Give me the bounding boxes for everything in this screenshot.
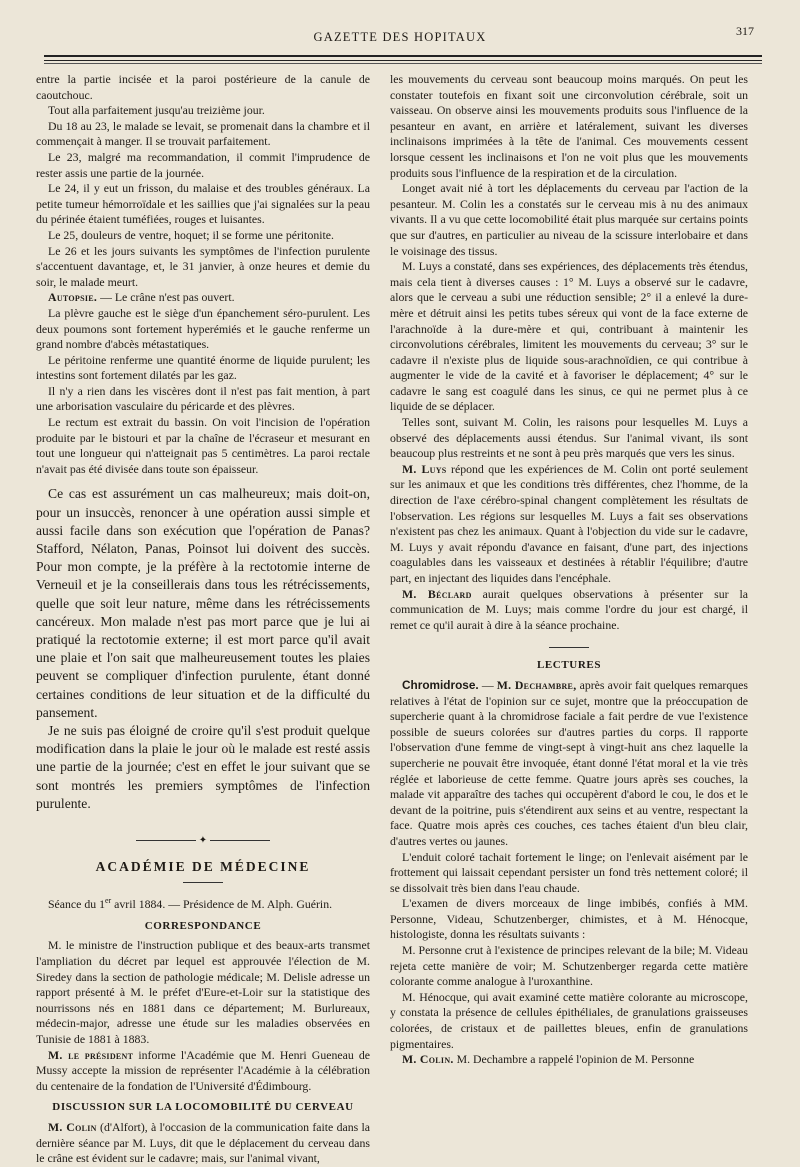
section-divider: ✦ xyxy=(36,833,370,849)
paragraph: Le péritoine renferme une quantité énorme de liquide purulent; les intestins sont fortement dilatés par les gaz. xyxy=(36,352,370,383)
academy-heading: ACADÉMIE DE MÉDECINE xyxy=(95,858,311,874)
paragraph: entre la partie incisée et la paroi postérieure de la canule de caoutchouc. xyxy=(36,72,370,102)
paragraph: Le rectum est extrait du bassin. On voit l'incision de l'opération produite par le bistouri et par la chaîne de l'écraseur et mesurant en tout une longueur qui n'atteignait pas 5 centimètres. La paroi rectale n'avait pas été divisée dans toute son épaisseur. xyxy=(36,415,370,476)
session-text: avril 1884. — Présidence de M. Alph. Guérin. xyxy=(111,897,333,912)
speaker-label: M. Colin. xyxy=(402,1052,454,1067)
paragraph: Le 23, malgré ma recommandation, il commit l'imprudence de rester assis une partie de la journée. xyxy=(36,149,370,180)
speaker-label: M. Colin xyxy=(48,1119,97,1134)
discussion-heading: DISCUSSION SUR LA LOCOMOBILITÉ DU CERVEAU xyxy=(52,1101,354,1114)
paragraph: Telles sont, suivant M. Colin, les raisons pour lesquelles M. Luys a observé des déplacements aussi étendus. Sur l'animal vivant, ils sont beaucoup plus restreints et ne sont à peu près marqués que vers les sinus. xyxy=(390,415,748,461)
right-column xyxy=(390,72,748,1068)
paragraph-text: aurait quelques observations à présenter sur la communication de M. Luys; mais comme l'ordre du jour est chargé, il remet ce qu'il aurait à dire à la séance prochaine. xyxy=(390,586,748,632)
lectures-heading: LECTURES xyxy=(536,659,602,672)
article-title: Chromidrose. xyxy=(402,677,479,692)
speaker-label: M. le président xyxy=(48,1047,134,1062)
paragraph xyxy=(36,1048,370,1095)
paragraph: Chromidrose. — M. Dechambre, après avoir fait quelques remarques relatives à l'état de l'opinion sur ce sujet, montre que la préoccupation de supercherie quant à la chromidrose faciale a fait perdre de vue l'existence possible de sueurs colorées sur d'autres parties du corps. Il rapporte l'observation d'une femme de vingt-sept à vingt-huit ans chez laquelle la supercherie ne pouvait être invoquée, étant donné l'état moral et la vie très réglée et laborieuse de cette femme. Quatre jours après ses couches, la malade vit apparaître des taches qui occupèrent d'abord le cou, le dos et le devant de la poitrine, puis s'étendirent aux seins et au ventre, respectant la face. Quatre mois après ces couches, ces taches étaient d'un bleu clair, d'autres vertes ou jaunes. xyxy=(390,677,748,848)
left-column xyxy=(36,72,370,1167)
paragraph: Le 26 et les jours suivants les symptômes de l'infection purulente s'accentuent davantage, et, le 31 janvier, à onze heures et demie du soir, le malade meurt. xyxy=(36,243,370,289)
paragraph xyxy=(390,1052,748,1068)
paragraph: Du 18 au 23, le malade se levait, se promenait dans la chambre et il commençait à manger. Il se trouvait parfaitement. xyxy=(36,118,370,149)
session-superscript: er xyxy=(105,896,112,906)
running-title: GAZETTE DES HOPITAUX xyxy=(313,30,487,44)
paragraph: L'examen de divers morceaux de linge imbibés, confiés à MM. Personne, Videau, Schutzenberger, chimistes, et à M. Hénocque, histologiste, donna les résultats suivants : xyxy=(390,896,748,942)
header-rule xyxy=(44,55,762,61)
paragraph xyxy=(390,587,748,634)
paragraph-text: (d'Alfort), à l'occasion de la communication faite dans la dernière séance par M. Luys, dit que le déplacement du cerveau dans le crâne est évident sur le cadavre; mais, sur l'animal vivant, xyxy=(36,1119,370,1166)
paragraph: Tout alla parfaitement jusqu'au treizième jour. xyxy=(48,103,265,118)
paragraph-text: — Le crâne n'est pas ouvert. xyxy=(97,290,235,305)
correspondance-heading: CORRESPONDANCE xyxy=(144,919,262,932)
paragraph xyxy=(390,462,748,587)
paragraph: Le 25, douleurs de ventre, hoquet; il se forme une péritonite. xyxy=(48,227,334,242)
autopsy-label: Autopsie. xyxy=(48,290,98,305)
paragraph-text: après avoir fait quelques remarques relatives à l'état de l'opinion sur ce sujet, montre que la préoccupation de supercherie quant à la chromidrose faciale a fait perdre de vue l'existence possible de sueurs colorées sur d'autres parties du corps. Il rapporte l'observation d'une femme de vingt-sept à vingt-huit ans chez laquelle la supercherie ne pouvait être invoquée, étant donné l'état moral et la vie très réglée et laborieuse de cette femme. Quatre jours après ses couches, la malade vit apparaître des taches qui occupèrent d'abord le cou, le dos et le devant de la poitrine, puis s'étendirent aux seins et au ventre, respectant la face. Quatre mois après ces couches, ces taches étaient d'un bleu clair, d'autres vertes ou jaunes. xyxy=(390,677,748,848)
paragraph: M. Luys a constaté, dans ses expériences, des déplacements très étendus, mais cela tient à diverses causes : 1° M. Luys a observé sur le cadavre, alors que le cerveau a subi une réduction sensible; 2° il a enlevé la dure-mère et détruit ainsi les petits tubes séreux qui vont de la face externe de l'arachnoïde à la dure-mère et qui, contribuant à maintenir les circonvolutions cérébrales, limitent les mouvements du cerveau; 3° sur le cadavre il n'existe plus de liquide sous-arachnoïdien, ce qui contribue à augmenter le vide de la cavité et à favoriser le déplacement; 4° sur le cadavre le sang est coagulé dans les sinus, ce qui ne permet plus à ce liquide de se déplacer. xyxy=(390,259,748,414)
paragraph: les mouvements du cerveau sont beaucoup moins marqués. On peut les constater toutefois en fixant soit une circonvolution cérébrale, soit un vaisseau. On observe ainsi les mouvements produits sous l'influence de la pesanteur en avant, en arrière et latéralement, suivant les diverses inclinaisons imprimées à la tête de l'animal. Ces mouvements cessent lorsque cessent les inclinaisons et l'on ne voit plus que les mouvements produits sous l'influence de la respiration et de la circulation. xyxy=(390,72,748,180)
paragraph: Il n'y a rien dans les viscères dont il n'est pas fait mention, à part une arborisation vasculaire du péricarde et des plèvres. xyxy=(36,383,370,414)
paragraph xyxy=(36,1120,370,1167)
header-rule-thin xyxy=(44,63,762,64)
speaker-label: M. Luys xyxy=(402,461,447,476)
session-line xyxy=(36,893,370,913)
paragraph-text: M. Dechambre a rappelé l'opinion de M. Personne xyxy=(453,1052,695,1067)
session-text: Séance du 1 xyxy=(48,897,105,912)
short-divider xyxy=(549,647,589,648)
speaker-label: M. Béclard xyxy=(402,586,472,601)
paragraph: Le 24, il y eut un frisson, du malaise et des troubles généraux. La petite tumeur hémorroïdale et les saillies que j'ai signalées sur la peau du périnée étaient tuméfiées, rouges et luisantes. xyxy=(36,181,370,227)
paragraph: L'enduit coloré tachait fortement le linge; on l'enlevait aisément par le frottement qui laissait cependant persister un fond très nettement coloré; il se dissolvait très bien dans l'eau chaude. xyxy=(390,849,748,895)
paragraph: M. le ministre de l'instruction publique et des beaux-arts transmet l'ampliation du décret par lequel est approuvée l'élection de M. Siredey dans la section de pathologie médicale; M. Delisle adresse un rapport présenté à M. le préfet d'Eure-et-Loir sur la statistique des nourrissons nés en 1881 dans ce département; M. Burlureaux, médecin-major, adresse une étude sur les maladies observées en Tunisie de 1881 à 1883. xyxy=(36,938,370,1046)
paragraph: Longet avait nié à tort les déplacements du cerveau par l'action de la pesanteur. M. Colin les a constatés sur le cerveau mis à nu des animaux vivants. Il a vu que cette locomobilité était plus marquée sur certains points que sur d'autres, en particulier au niveau de la scissure interlobaire et dans le voisinage des tissus. xyxy=(390,181,748,258)
speaker-label: M. Dechambre, xyxy=(496,677,577,692)
paragraph: M. Personne crut à l'existence de principes relevant de la bile; M. Videau rejeta cette manière de voir; M. Schutzenberger regarda cette matière colorante comme analogue à l'uroxanthine. xyxy=(390,943,748,989)
page-number: 317 xyxy=(736,24,754,38)
paragraph: La plèvre gauche est le siège d'un épanchement séro-purulent. Les deux poumons sont fortement hyperémiés et le gauche renferme un grand nombre d'abcès métastatiques. xyxy=(36,305,370,352)
commentary-paragraph: Je ne suis pas éloigné de croire qu'il s'est produit quelque modification dans la plaie le jour où le malade est resté assis une partie de la journée; c'est en effet le jour suivant que se sont montrés les premiers symptômes de l'infection purulente. xyxy=(36,723,370,811)
paragraph-text: répond que les expériences de M. Colin ont porté seulement sur les animaux et que les conditions très différentes, chez l'homme, de la direction de l'axe cérébro-spinal changent complètement les résultats de l'observation. Les régions sur lesquelles M. Luys a fait ses observations n'existent pas chez les animaux. Quant à l'objection du vide sur le cadavre, M. Luys y avait répondu d'avance en faisant, d'une part, des injections coagulables dans les vaisseaux et destinées à rétablir l'équilibre; d'autre part, en injectant des liquides dans l'encéphale. xyxy=(390,461,748,585)
commentary-paragraph: Ce cas est assurément un cas malheureux; mais doit-on, pour un insuccès, renoncer à une opération aussi simple et aussi facile dans son exécution que l'opération de Panas? Stafford, Nélaton, Panas, Poinsot lui doivent des succès. Pour mon compte, je la préfère à la rectotomie interne de Verneuil et je la conseillerais dans tous les rétrécissements, quelle que soit leur nature, même dans les rétrécissements cancéreux. Mon malade n'est pas mort parce que je lui ai pratiqué la rectotomie externe; il est mort parce qu'il avait une plaie et l'on sait que malheureusement toutes les plaies peuvent se compliquer d'infection purulente, étant donné certaines conditions de leur situation et de la difficulté du pansement. xyxy=(36,486,370,720)
short-divider xyxy=(183,882,223,883)
paragraph: M. Hénocque, qui avait examiné cette matière colorante au microscope, y constata la présence de cellules épithéliales, de granulations graisseuses colorées, de cristaux et de paillettes bleues, enfin de granulations pigmentaires. xyxy=(390,989,748,1051)
paragraph-text: informe l'Académie que M. Henri Gueneau de Mussy accepte la mission de représenter l'Académie à la célébration du centenaire de la fondation de l'Université d'Édimbourg. xyxy=(36,1047,370,1093)
paragraph xyxy=(36,290,370,306)
